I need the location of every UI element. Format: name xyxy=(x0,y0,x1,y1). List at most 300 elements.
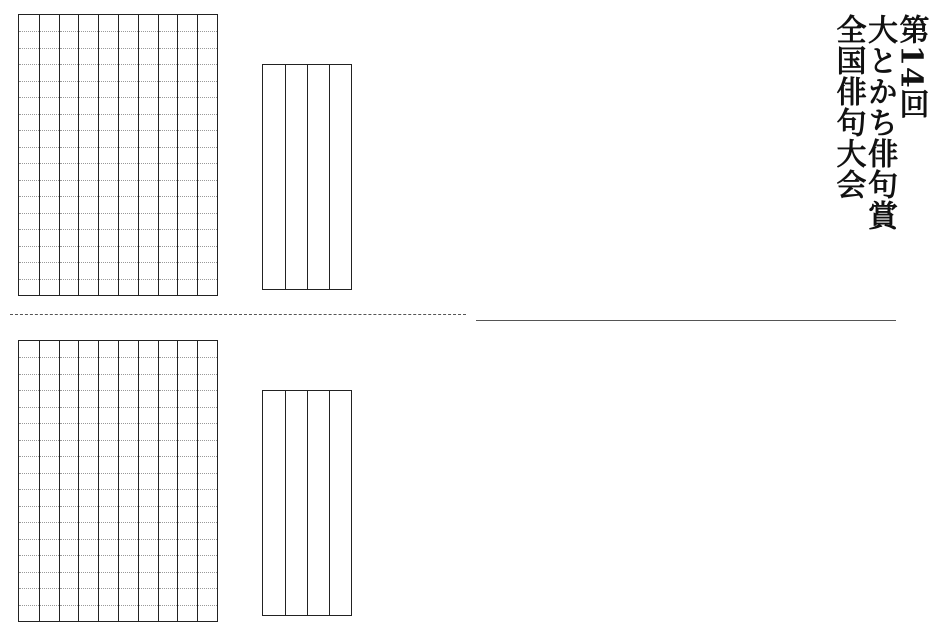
grid-cell[interactable] xyxy=(19,539,39,555)
grid-cell[interactable] xyxy=(159,440,178,456)
grid-cell[interactable] xyxy=(40,147,59,163)
grid-cell[interactable] xyxy=(79,81,98,97)
grid-cell[interactable] xyxy=(40,374,59,390)
grid-cell[interactable] xyxy=(119,114,138,130)
grid-cell[interactable] xyxy=(159,81,178,97)
grid-cell[interactable] xyxy=(139,279,158,295)
grid-cell[interactable] xyxy=(178,572,197,588)
grid-cell[interactable] xyxy=(99,456,118,472)
grid-cell[interactable] xyxy=(198,489,217,505)
grid-cell[interactable] xyxy=(159,489,178,505)
grid-cell[interactable] xyxy=(60,588,79,604)
grid-cell[interactable] xyxy=(139,64,158,80)
grid-cell[interactable] xyxy=(79,130,98,146)
grid-cell[interactable] xyxy=(119,506,138,522)
grid-cell[interactable] xyxy=(79,506,98,522)
grid-cell[interactable] xyxy=(60,489,79,505)
grid-cell[interactable] xyxy=(139,357,158,373)
grid-cell[interactable] xyxy=(60,605,79,621)
grid-cell[interactable] xyxy=(139,473,158,489)
grid-cell[interactable] xyxy=(99,555,118,571)
grid-cell[interactable] xyxy=(178,539,197,555)
grid-cell[interactable] xyxy=(119,456,138,472)
grid-cell[interactable] xyxy=(99,374,118,390)
grid-cell[interactable] xyxy=(99,15,118,31)
grid-cell[interactable] xyxy=(19,130,39,146)
grid-cell[interactable] xyxy=(119,489,138,505)
grid-cell[interactable] xyxy=(119,163,138,179)
grid-cell[interactable] xyxy=(119,64,138,80)
grid-cell[interactable] xyxy=(99,213,118,229)
grid-cell[interactable] xyxy=(159,130,178,146)
grid-cell[interactable] xyxy=(139,213,158,229)
grid-cell[interactable] xyxy=(19,489,39,505)
applicant-info-box[interactable] xyxy=(262,64,352,290)
grid-cell[interactable] xyxy=(79,229,98,245)
grid-cell[interactable] xyxy=(40,213,59,229)
grid-cell[interactable] xyxy=(178,456,197,472)
grid-cell[interactable] xyxy=(19,473,39,489)
grid-cell[interactable] xyxy=(159,97,178,113)
grid-cell[interactable] xyxy=(119,440,138,456)
grid-cell[interactable] xyxy=(79,147,98,163)
grid-cell[interactable] xyxy=(79,114,98,130)
grid-cell[interactable] xyxy=(139,506,158,522)
grid-cell[interactable] xyxy=(178,341,197,357)
grid-cell[interactable] xyxy=(178,555,197,571)
grid-cell[interactable] xyxy=(139,48,158,64)
grid-cell[interactable] xyxy=(159,262,178,278)
grid-cell[interactable] xyxy=(139,407,158,423)
grid-cell[interactable] xyxy=(178,522,197,538)
grid-cell[interactable] xyxy=(159,539,178,555)
grid-cell[interactable] xyxy=(79,572,98,588)
grid-cell[interactable] xyxy=(159,279,178,295)
grid-cell[interactable] xyxy=(119,31,138,47)
grid-cell[interactable] xyxy=(19,213,39,229)
grid-cell[interactable] xyxy=(79,374,98,390)
grid-cell[interactable] xyxy=(60,130,79,146)
grid-cell[interactable] xyxy=(198,605,217,621)
grid-cell[interactable] xyxy=(40,246,59,262)
grid-cell[interactable] xyxy=(198,572,217,588)
grid-cell[interactable] xyxy=(178,31,197,47)
grid-cell[interactable] xyxy=(178,163,197,179)
grid-cell[interactable] xyxy=(99,506,118,522)
grid-cell[interactable] xyxy=(159,407,178,423)
grid-cell[interactable] xyxy=(159,163,178,179)
grid-cell[interactable] xyxy=(99,572,118,588)
grid-cell[interactable] xyxy=(79,163,98,179)
grid-cell[interactable] xyxy=(19,97,39,113)
grid-cell[interactable] xyxy=(178,64,197,80)
grid-cell[interactable] xyxy=(119,407,138,423)
grid-cell[interactable] xyxy=(119,374,138,390)
grid-cell[interactable] xyxy=(99,229,118,245)
grid-cell[interactable] xyxy=(60,374,79,390)
grid-cell[interactable] xyxy=(40,180,59,196)
grid-cell[interactable] xyxy=(40,163,59,179)
grid-cell[interactable] xyxy=(99,489,118,505)
grid-cell[interactable] xyxy=(40,456,59,472)
grid-cell[interactable] xyxy=(159,31,178,47)
grid-cell[interactable] xyxy=(19,341,39,357)
grid-cell[interactable] xyxy=(119,423,138,439)
grid-cell[interactable] xyxy=(178,440,197,456)
grid-cell[interactable] xyxy=(60,456,79,472)
grid-cell[interactable] xyxy=(60,279,79,295)
grid-cell[interactable] xyxy=(79,341,98,357)
grid-cell[interactable] xyxy=(178,196,197,212)
grid-cell[interactable] xyxy=(178,229,197,245)
grid-cell[interactable] xyxy=(159,229,178,245)
grid-cell[interactable] xyxy=(99,114,118,130)
grid-cell[interactable] xyxy=(139,440,158,456)
grid-cell[interactable] xyxy=(178,357,197,373)
grid-cell[interactable] xyxy=(40,229,59,245)
grid-cell[interactable] xyxy=(119,180,138,196)
grid-cell[interactable] xyxy=(19,506,39,522)
grid-cell[interactable] xyxy=(19,588,39,604)
grid-cell[interactable] xyxy=(119,48,138,64)
grid-cell[interactable] xyxy=(139,163,158,179)
grid-cell[interactable] xyxy=(178,279,197,295)
grid-cell[interactable] xyxy=(40,588,59,604)
grid-cell[interactable] xyxy=(119,588,138,604)
grid-cell[interactable] xyxy=(40,114,59,130)
grid-cell[interactable] xyxy=(159,357,178,373)
grid-cell[interactable] xyxy=(79,15,98,31)
grid-cell[interactable] xyxy=(40,522,59,538)
grid-cell[interactable] xyxy=(198,262,217,278)
grid-cell[interactable] xyxy=(139,31,158,47)
manuscript-grid[interactable] xyxy=(18,340,218,622)
grid-cell[interactable] xyxy=(99,473,118,489)
grid-cell[interactable] xyxy=(198,456,217,472)
grid-cell[interactable] xyxy=(198,213,217,229)
grid-cell[interactable] xyxy=(40,64,59,80)
grid-cell[interactable] xyxy=(159,341,178,357)
grid-cell[interactable] xyxy=(19,81,39,97)
grid-cell[interactable] xyxy=(40,539,59,555)
grid-cell[interactable] xyxy=(60,147,79,163)
grid-cell[interactable] xyxy=(99,48,118,64)
grid-cell[interactable] xyxy=(178,97,197,113)
grid-cell[interactable] xyxy=(159,213,178,229)
grid-cell[interactable] xyxy=(159,15,178,31)
grid-cell[interactable] xyxy=(119,279,138,295)
grid-cell[interactable] xyxy=(198,246,217,262)
grid-cell[interactable] xyxy=(79,279,98,295)
grid-cell[interactable] xyxy=(139,81,158,97)
grid-cell[interactable] xyxy=(40,48,59,64)
grid-cell[interactable] xyxy=(60,407,79,423)
grid-cell[interactable] xyxy=(99,539,118,555)
grid-cell[interactable] xyxy=(60,64,79,80)
grid-cell[interactable] xyxy=(119,147,138,163)
grid-cell[interactable] xyxy=(178,489,197,505)
grid-cell[interactable] xyxy=(139,522,158,538)
grid-cell[interactable] xyxy=(99,147,118,163)
grid-cell[interactable] xyxy=(60,31,79,47)
grid-cell[interactable] xyxy=(60,506,79,522)
grid-cell[interactable] xyxy=(139,423,158,439)
grid-cell[interactable] xyxy=(19,246,39,262)
grid-cell[interactable] xyxy=(159,555,178,571)
grid-cell[interactable] xyxy=(19,374,39,390)
grid-cell[interactable] xyxy=(40,15,59,31)
grid-cell[interactable] xyxy=(60,357,79,373)
grid-cell[interactable] xyxy=(40,130,59,146)
grid-cell[interactable] xyxy=(60,341,79,357)
grid-cell[interactable] xyxy=(139,15,158,31)
grid-cell[interactable] xyxy=(139,588,158,604)
grid-cell[interactable] xyxy=(79,180,98,196)
grid-cell[interactable] xyxy=(198,64,217,80)
grid-cell[interactable] xyxy=(60,48,79,64)
grid-cell[interactable] xyxy=(40,341,59,357)
grid-cell[interactable] xyxy=(60,539,79,555)
grid-cell[interactable] xyxy=(198,114,217,130)
grid-cell[interactable] xyxy=(198,147,217,163)
grid-cell[interactable] xyxy=(40,196,59,212)
grid-cell[interactable] xyxy=(79,588,98,604)
grid-cell[interactable] xyxy=(40,572,59,588)
grid-cell[interactable] xyxy=(119,572,138,588)
grid-cell[interactable] xyxy=(79,262,98,278)
grid-cell[interactable] xyxy=(198,341,217,357)
grid-cell[interactable] xyxy=(99,64,118,80)
grid-cell[interactable] xyxy=(139,605,158,621)
grid-cell[interactable] xyxy=(139,456,158,472)
grid-cell[interactable] xyxy=(19,407,39,423)
grid-cell[interactable] xyxy=(79,423,98,439)
grid-cell[interactable] xyxy=(139,180,158,196)
grid-cell[interactable] xyxy=(99,423,118,439)
grid-cell[interactable] xyxy=(99,522,118,538)
grid-cell[interactable] xyxy=(198,163,217,179)
grid-cell[interactable] xyxy=(139,114,158,130)
grid-cell[interactable] xyxy=(198,407,217,423)
grid-cell[interactable] xyxy=(139,246,158,262)
grid-cell[interactable] xyxy=(19,147,39,163)
grid-cell[interactable] xyxy=(178,246,197,262)
grid-cell[interactable] xyxy=(40,440,59,456)
grid-cell[interactable] xyxy=(99,262,118,278)
grid-cell[interactable] xyxy=(19,262,39,278)
grid-cell[interactable] xyxy=(79,213,98,229)
grid-cell[interactable] xyxy=(159,522,178,538)
grid-cell[interactable] xyxy=(178,213,197,229)
grid-cell[interactable] xyxy=(198,229,217,245)
grid-cell[interactable] xyxy=(119,130,138,146)
grid-cell[interactable] xyxy=(178,114,197,130)
grid-cell[interactable] xyxy=(60,81,79,97)
grid-cell[interactable] xyxy=(40,262,59,278)
grid-cell[interactable] xyxy=(40,81,59,97)
grid-cell[interactable] xyxy=(79,539,98,555)
grid-cell[interactable] xyxy=(159,374,178,390)
grid-cell[interactable] xyxy=(60,423,79,439)
grid-cell[interactable] xyxy=(159,572,178,588)
grid-cell[interactable] xyxy=(159,48,178,64)
grid-cell[interactable] xyxy=(79,407,98,423)
grid-cell[interactable] xyxy=(198,506,217,522)
grid-cell[interactable] xyxy=(19,279,39,295)
grid-cell[interactable] xyxy=(159,64,178,80)
grid-cell[interactable] xyxy=(60,97,79,113)
grid-cell[interactable] xyxy=(198,180,217,196)
grid-cell[interactable] xyxy=(19,572,39,588)
grid-cell[interactable] xyxy=(99,279,118,295)
grid-cell[interactable] xyxy=(19,31,39,47)
grid-cell[interactable] xyxy=(19,48,39,64)
grid-cell[interactable] xyxy=(139,262,158,278)
grid-cell[interactable] xyxy=(119,262,138,278)
grid-cell[interactable] xyxy=(178,180,197,196)
grid-cell[interactable] xyxy=(60,555,79,571)
grid-cell[interactable] xyxy=(19,456,39,472)
grid-cell[interactable] xyxy=(60,522,79,538)
grid-cell[interactable] xyxy=(79,31,98,47)
grid-cell[interactable] xyxy=(178,262,197,278)
grid-cell[interactable] xyxy=(19,390,39,406)
grid-cell[interactable] xyxy=(99,357,118,373)
grid-cell[interactable] xyxy=(159,605,178,621)
grid-cell[interactable] xyxy=(40,390,59,406)
grid-cell[interactable] xyxy=(79,522,98,538)
grid-cell[interactable] xyxy=(60,180,79,196)
grid-cell[interactable] xyxy=(178,147,197,163)
grid-cell[interactable] xyxy=(178,423,197,439)
grid-cell[interactable] xyxy=(99,440,118,456)
grid-cell[interactable] xyxy=(119,522,138,538)
grid-cell[interactable] xyxy=(159,246,178,262)
grid-cell[interactable] xyxy=(19,163,39,179)
grid-cell[interactable] xyxy=(198,48,217,64)
grid-cell[interactable] xyxy=(178,130,197,146)
grid-cell[interactable] xyxy=(79,456,98,472)
grid-cell[interactable] xyxy=(60,196,79,212)
grid-cell[interactable] xyxy=(119,539,138,555)
grid-cell[interactable] xyxy=(178,588,197,604)
grid-cell[interactable] xyxy=(99,605,118,621)
grid-cell[interactable] xyxy=(178,473,197,489)
grid-cell[interactable] xyxy=(99,130,118,146)
grid-cell[interactable] xyxy=(40,407,59,423)
grid-cell[interactable] xyxy=(159,473,178,489)
grid-cell[interactable] xyxy=(79,390,98,406)
grid-cell[interactable] xyxy=(19,15,39,31)
grid-cell[interactable] xyxy=(178,15,197,31)
grid-cell[interactable] xyxy=(60,473,79,489)
grid-cell[interactable] xyxy=(19,114,39,130)
grid-cell[interactable] xyxy=(119,341,138,357)
grid-cell[interactable] xyxy=(178,390,197,406)
grid-cell[interactable] xyxy=(198,423,217,439)
grid-cell[interactable] xyxy=(79,489,98,505)
grid-cell[interactable] xyxy=(119,473,138,489)
grid-cell[interactable] xyxy=(79,246,98,262)
grid-cell[interactable] xyxy=(40,605,59,621)
grid-cell[interactable] xyxy=(19,196,39,212)
grid-cell[interactable] xyxy=(198,15,217,31)
grid-cell[interactable] xyxy=(119,229,138,245)
grid-cell[interactable] xyxy=(178,506,197,522)
grid-cell[interactable] xyxy=(40,473,59,489)
grid-cell[interactable] xyxy=(99,407,118,423)
grid-cell[interactable] xyxy=(119,390,138,406)
grid-cell[interactable] xyxy=(60,114,79,130)
grid-cell[interactable] xyxy=(159,390,178,406)
grid-cell[interactable] xyxy=(198,390,217,406)
grid-cell[interactable] xyxy=(60,440,79,456)
applicant-info-box[interactable] xyxy=(262,390,352,616)
grid-cell[interactable] xyxy=(79,196,98,212)
grid-cell[interactable] xyxy=(60,163,79,179)
grid-cell[interactable] xyxy=(40,489,59,505)
grid-cell[interactable] xyxy=(119,246,138,262)
grid-cell[interactable] xyxy=(99,390,118,406)
grid-cell[interactable] xyxy=(99,246,118,262)
grid-cell[interactable] xyxy=(198,374,217,390)
grid-cell[interactable] xyxy=(40,97,59,113)
grid-cell[interactable] xyxy=(139,229,158,245)
grid-cell[interactable] xyxy=(19,522,39,538)
grid-cell[interactable] xyxy=(159,423,178,439)
grid-cell[interactable] xyxy=(198,522,217,538)
grid-cell[interactable] xyxy=(119,357,138,373)
grid-cell[interactable] xyxy=(198,196,217,212)
grid-cell[interactable] xyxy=(79,97,98,113)
grid-cell[interactable] xyxy=(99,196,118,212)
grid-cell[interactable] xyxy=(139,341,158,357)
grid-cell[interactable] xyxy=(139,572,158,588)
grid-cell[interactable] xyxy=(19,605,39,621)
grid-cell[interactable] xyxy=(60,390,79,406)
grid-cell[interactable] xyxy=(99,588,118,604)
grid-cell[interactable] xyxy=(139,555,158,571)
grid-cell[interactable] xyxy=(60,15,79,31)
grid-cell[interactable] xyxy=(60,262,79,278)
grid-cell[interactable] xyxy=(198,81,217,97)
grid-cell[interactable] xyxy=(79,605,98,621)
grid-cell[interactable] xyxy=(198,473,217,489)
grid-cell[interactable] xyxy=(159,180,178,196)
grid-cell[interactable] xyxy=(79,440,98,456)
grid-cell[interactable] xyxy=(119,605,138,621)
grid-cell[interactable] xyxy=(119,15,138,31)
grid-cell[interactable] xyxy=(119,97,138,113)
grid-cell[interactable] xyxy=(99,180,118,196)
grid-cell[interactable] xyxy=(159,456,178,472)
grid-cell[interactable] xyxy=(40,31,59,47)
grid-cell[interactable] xyxy=(40,506,59,522)
grid-cell[interactable] xyxy=(79,357,98,373)
grid-cell[interactable] xyxy=(79,48,98,64)
grid-cell[interactable] xyxy=(139,539,158,555)
grid-cell[interactable] xyxy=(79,555,98,571)
manuscript-grid[interactable] xyxy=(18,14,218,296)
grid-cell[interactable] xyxy=(99,341,118,357)
grid-cell[interactable] xyxy=(159,506,178,522)
grid-cell[interactable] xyxy=(198,588,217,604)
grid-cell[interactable] xyxy=(198,539,217,555)
grid-cell[interactable] xyxy=(40,279,59,295)
grid-cell[interactable] xyxy=(19,357,39,373)
grid-cell[interactable] xyxy=(19,555,39,571)
grid-cell[interactable] xyxy=(40,555,59,571)
